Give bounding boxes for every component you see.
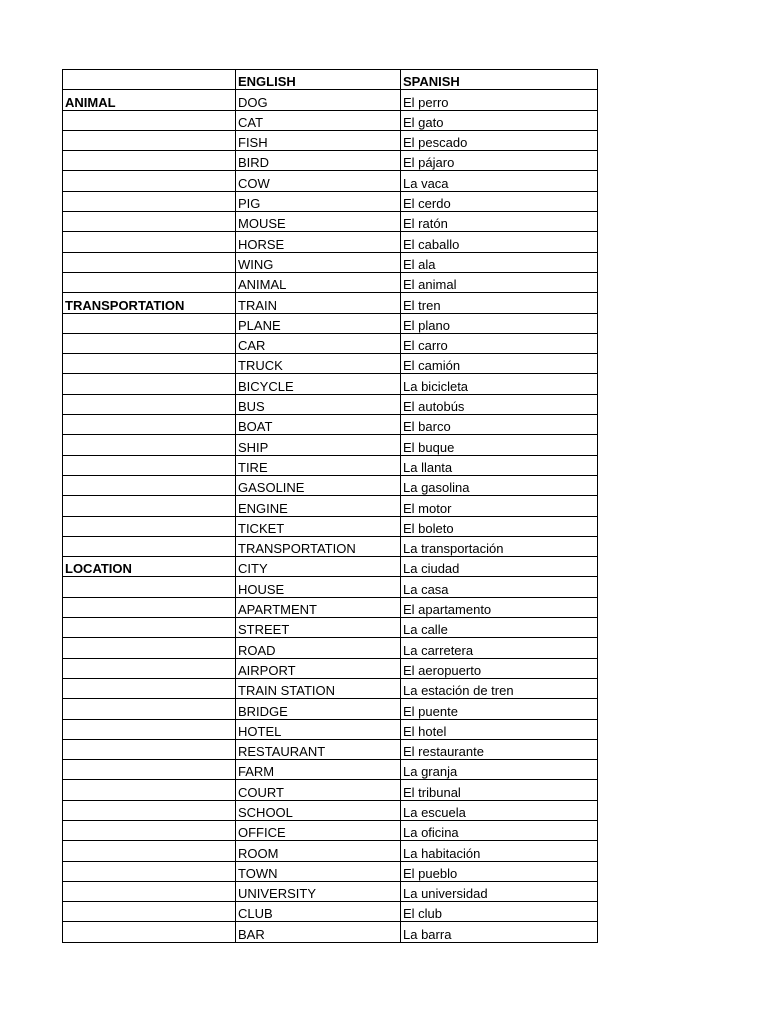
table-row <box>63 90 598 110</box>
english-cell: CAT <box>236 110 401 130</box>
category-cell <box>63 232 236 252</box>
english-cell: GASOLINE <box>236 475 401 495</box>
english-cell: HOTEL <box>236 719 401 739</box>
table-row <box>63 922 598 942</box>
spanish-cell: El tribunal <box>401 780 598 800</box>
english-cell: ENGINE <box>236 496 401 516</box>
english-cell: TRAIN STATION <box>236 678 401 698</box>
category-cell <box>63 841 236 861</box>
spanish-cell: El barco <box>401 415 598 435</box>
category-cell <box>63 638 236 658</box>
category-cell <box>63 597 236 617</box>
header-row <box>63 70 598 90</box>
english-cell: BRIDGE <box>236 699 401 719</box>
spanish-cell: El club <box>401 902 598 922</box>
category-cell <box>63 415 236 435</box>
category-cell <box>63 800 236 820</box>
english-cell: CAR <box>236 333 401 353</box>
english-cell: PIG <box>236 191 401 211</box>
category-cell <box>63 130 236 150</box>
category-cell <box>63 922 236 942</box>
vocabulary-table-body <box>63 70 598 943</box>
english-cell: HOUSE <box>236 577 401 597</box>
english-cell: TRANSPORTATION <box>236 536 401 556</box>
spanish-cell: El apartamento <box>401 597 598 617</box>
table-row <box>63 577 598 597</box>
table-row <box>63 597 598 617</box>
english-cell: FISH <box>236 130 401 150</box>
category-cell <box>63 354 236 374</box>
spanish-cell: El aeropuerto <box>401 658 598 678</box>
spanish-cell: La carretera <box>401 638 598 658</box>
category-cell <box>63 333 236 353</box>
category-cell <box>63 902 236 922</box>
spanish-cell: El pájaro <box>401 151 598 171</box>
category-cell <box>63 394 236 414</box>
table-row <box>63 435 598 455</box>
english-cell: MOUSE <box>236 212 401 232</box>
category-cell: TRANSPORTATION <box>63 293 236 313</box>
table-row <box>63 739 598 759</box>
english-cell: BAR <box>236 922 401 942</box>
category-cell <box>63 719 236 739</box>
table-row <box>63 333 598 353</box>
english-cell: TRUCK <box>236 354 401 374</box>
spanish-cell: La casa <box>401 577 598 597</box>
spanish-cell: La ciudad <box>401 557 598 577</box>
category-cell <box>63 475 236 495</box>
english-cell: ROOM <box>236 841 401 861</box>
spanish-cell: El plano <box>401 313 598 333</box>
spanish-cell: El puente <box>401 699 598 719</box>
spanish-cell: El gato <box>401 110 598 130</box>
category-cell <box>63 191 236 211</box>
english-cell: FARM <box>236 760 401 780</box>
english-cell: TIRE <box>236 455 401 475</box>
english-cell: CITY <box>236 557 401 577</box>
english-cell: UNIVERSITY <box>236 881 401 901</box>
english-cell: COW <box>236 171 401 191</box>
table-row <box>63 110 598 130</box>
category-cell <box>63 536 236 556</box>
spanish-cell: El cerdo <box>401 191 598 211</box>
spanish-cell: La habitación <box>401 841 598 861</box>
spanish-cell: La bicicleta <box>401 374 598 394</box>
category-cell <box>63 110 236 130</box>
table-row <box>63 760 598 780</box>
category-cell <box>63 252 236 272</box>
table-row <box>63 536 598 556</box>
table-row <box>63 638 598 658</box>
category-cell: ANIMAL <box>63 90 236 110</box>
english-cell: HORSE <box>236 232 401 252</box>
table-row <box>63 902 598 922</box>
table-row <box>63 496 598 516</box>
english-cell: PLANE <box>236 313 401 333</box>
table-row <box>63 699 598 719</box>
category-cell <box>63 496 236 516</box>
spanish-cell: La escuela <box>401 800 598 820</box>
table-row <box>63 293 598 313</box>
english-cell: AIRPORT <box>236 658 401 678</box>
category-cell <box>63 861 236 881</box>
english-cell: COURT <box>236 780 401 800</box>
english-cell: RESTAURANT <box>236 739 401 759</box>
spanish-cell: La barra <box>401 922 598 942</box>
table-row <box>63 841 598 861</box>
table-row <box>63 313 598 333</box>
spanish-cell: La transportación <box>401 536 598 556</box>
table-row <box>63 516 598 536</box>
table-row <box>63 678 598 698</box>
table-row <box>63 881 598 901</box>
category-cell <box>63 577 236 597</box>
table-row <box>63 130 598 150</box>
spanish-cell: El caballo <box>401 232 598 252</box>
spanish-cell: El hotel <box>401 719 598 739</box>
spanish-cell: El pueblo <box>401 861 598 881</box>
category-cell <box>63 820 236 840</box>
spanish-cell: El motor <box>401 496 598 516</box>
header-category-cell <box>63 70 236 90</box>
table-row <box>63 618 598 638</box>
table-row <box>63 820 598 840</box>
english-cell: ROAD <box>236 638 401 658</box>
spanish-cell: El autobús <box>401 394 598 414</box>
table-row <box>63 861 598 881</box>
spanish-cell: El camión <box>401 354 598 374</box>
category-cell: LOCATION <box>63 557 236 577</box>
table-row <box>63 394 598 414</box>
spanish-cell: El ratón <box>401 212 598 232</box>
category-cell <box>63 313 236 333</box>
spanish-cell: La oficina <box>401 820 598 840</box>
table-row <box>63 415 598 435</box>
table-row <box>63 212 598 232</box>
spanish-cell: El pescado <box>401 130 598 150</box>
category-cell <box>63 760 236 780</box>
english-cell: WING <box>236 252 401 272</box>
english-cell: TRAIN <box>236 293 401 313</box>
english-cell: CLUB <box>236 902 401 922</box>
english-cell: APARTMENT <box>236 597 401 617</box>
spanish-cell: El animal <box>401 272 598 292</box>
english-cell: BICYCLE <box>236 374 401 394</box>
table-row <box>63 557 598 577</box>
spanish-cell: El boleto <box>401 516 598 536</box>
english-cell: TOWN <box>236 861 401 881</box>
english-cell: TICKET <box>236 516 401 536</box>
category-cell <box>63 780 236 800</box>
table-row <box>63 374 598 394</box>
table-row <box>63 171 598 191</box>
spanish-cell: El restaurante <box>401 739 598 759</box>
spanish-cell: La granja <box>401 760 598 780</box>
table-row <box>63 719 598 739</box>
english-cell: OFFICE <box>236 820 401 840</box>
table-row <box>63 475 598 495</box>
english-cell: SCHOOL <box>236 800 401 820</box>
table-row <box>63 800 598 820</box>
category-cell <box>63 881 236 901</box>
spanish-cell: La estación de tren <box>401 678 598 698</box>
table-row <box>63 272 598 292</box>
table-row <box>63 455 598 475</box>
category-cell <box>63 678 236 698</box>
english-cell: ANIMAL <box>236 272 401 292</box>
english-cell: STREET <box>236 618 401 638</box>
category-cell <box>63 516 236 536</box>
english-cell: BUS <box>236 394 401 414</box>
vocabulary-table <box>62 69 598 943</box>
header-spanish-cell: SPANISH <box>401 70 598 90</box>
spanish-cell: El carro <box>401 333 598 353</box>
category-cell <box>63 435 236 455</box>
spanish-cell: La calle <box>401 618 598 638</box>
category-cell <box>63 618 236 638</box>
category-cell <box>63 739 236 759</box>
category-cell <box>63 151 236 171</box>
table-row <box>63 191 598 211</box>
category-cell <box>63 272 236 292</box>
english-cell: BIRD <box>236 151 401 171</box>
category-cell <box>63 374 236 394</box>
english-cell: SHIP <box>236 435 401 455</box>
table-row <box>63 252 598 272</box>
table-row <box>63 658 598 678</box>
spanish-cell: La vaca <box>401 171 598 191</box>
table-row <box>63 354 598 374</box>
category-cell <box>63 171 236 191</box>
spanish-cell: El buque <box>401 435 598 455</box>
spanish-cell: El tren <box>401 293 598 313</box>
table-row <box>63 232 598 252</box>
category-cell <box>63 455 236 475</box>
spanish-cell: La universidad <box>401 881 598 901</box>
category-cell <box>63 658 236 678</box>
table-row <box>63 151 598 171</box>
spanish-cell: El ala <box>401 252 598 272</box>
spanish-cell: La gasolina <box>401 475 598 495</box>
table-row <box>63 780 598 800</box>
category-cell <box>63 699 236 719</box>
spanish-cell: El perro <box>401 90 598 110</box>
header-english-cell: ENGLISH <box>236 70 401 90</box>
spanish-cell: La llanta <box>401 455 598 475</box>
english-cell: DOG <box>236 90 401 110</box>
category-cell <box>63 212 236 232</box>
english-cell: BOAT <box>236 415 401 435</box>
